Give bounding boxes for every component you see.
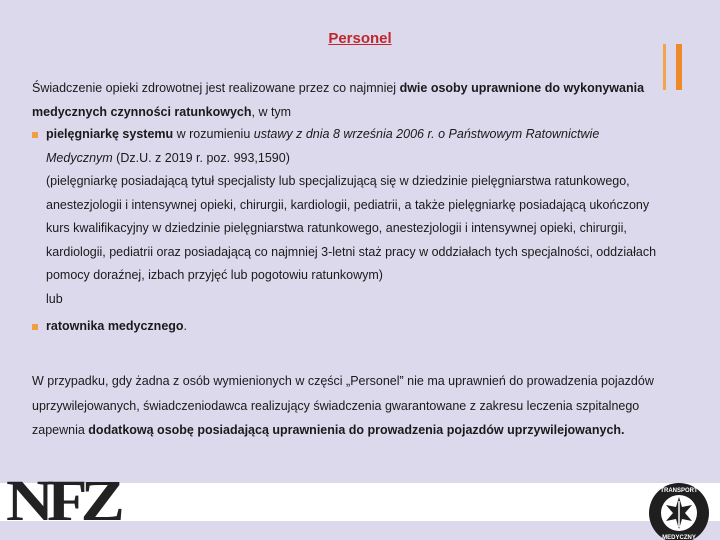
paramedic-bold: ratownika medycznego xyxy=(46,319,184,333)
bullet-square-icon xyxy=(32,324,38,330)
intro-paragraph xyxy=(32,76,682,124)
emblem-bottom-text: MEDYCZNY xyxy=(662,535,696,540)
nurse-detail-2: anestezjologii i intensywnej opieki, chirurgii, kardiologii, pediatrii, a także pielęgniarkę posiadającą ukończony xyxy=(46,197,650,212)
nurse-italic-cont: Medycznym xyxy=(46,150,113,165)
nurse-detail-4: kardiologii, pediatrii oraz posiadającą co najmniej 3-letni staż pracy w oddziałach tych specjalności, oddziałach xyxy=(46,244,657,259)
closing-line-1: W przypadku, gdy żadna z osób wymienionych w części „Personel” nie ma uprawnień do prowadzenia pojazdów xyxy=(32,374,654,388)
paramedic-period: . xyxy=(183,319,188,333)
nurse-italic: ustawy z dnia 8 września 2006 r. o Państwowym Ratownictwie xyxy=(253,127,600,141)
intro-bold: dwie osoby uprawnione do wykonywania xyxy=(399,81,645,95)
closing-paragraph xyxy=(32,369,682,443)
nfz-logo xyxy=(4,468,122,533)
medical-transport-emblem-icon xyxy=(641,475,717,540)
nurse-detail-5: pomocy doraźnej, izbach przyjęć lub pogotowiu ratunkowym) xyxy=(46,268,383,282)
intro-tail: , w tym xyxy=(251,105,292,119)
slide-title: Personel xyxy=(328,30,392,47)
nurse-detail-1: (pielęgniarkę posiadającą tytuł specjalisty lub specjalizującą się w dziedzinie pielęgniarstwa ratunkowego, xyxy=(46,174,630,188)
nurse-text: w rozumieniu xyxy=(173,127,254,141)
closing-line-3: zapewnia xyxy=(32,423,89,437)
svg-text:NFZ: NFZ xyxy=(6,468,122,533)
or-text: lub xyxy=(46,291,63,306)
intro-bold-cont: medycznych czynności ratunkowych xyxy=(32,105,252,119)
emblem-top-text: TRANSPORT xyxy=(660,488,698,494)
nurse-ref: (Dz.U. z 2019 r. poz. 993,1590) xyxy=(112,150,290,165)
nurse-detail-3: kurs kwalifikacyjny w dziedzinie pielęgniarstwa ratunkowego, anestezjologii i intensywnej opieki, chirurgii, xyxy=(46,221,627,235)
bullet-square-icon xyxy=(32,132,38,138)
closing-bold: dodatkową osobę posiadającą uprawnienia do prowadzenia pojazdów uprzywilejowanych. xyxy=(88,423,625,437)
intro-text: Świadczenie opieki zdrowotnej jest realizowane przez co najmniej xyxy=(32,81,400,95)
nurse-bold: pielęgniarkę systemu xyxy=(46,127,174,141)
closing-line-2: uprzywilejowanych, świadczeniodawca realizujący świadczenia gwarantowane z zakresu leczenia szpitalnego xyxy=(32,398,640,413)
